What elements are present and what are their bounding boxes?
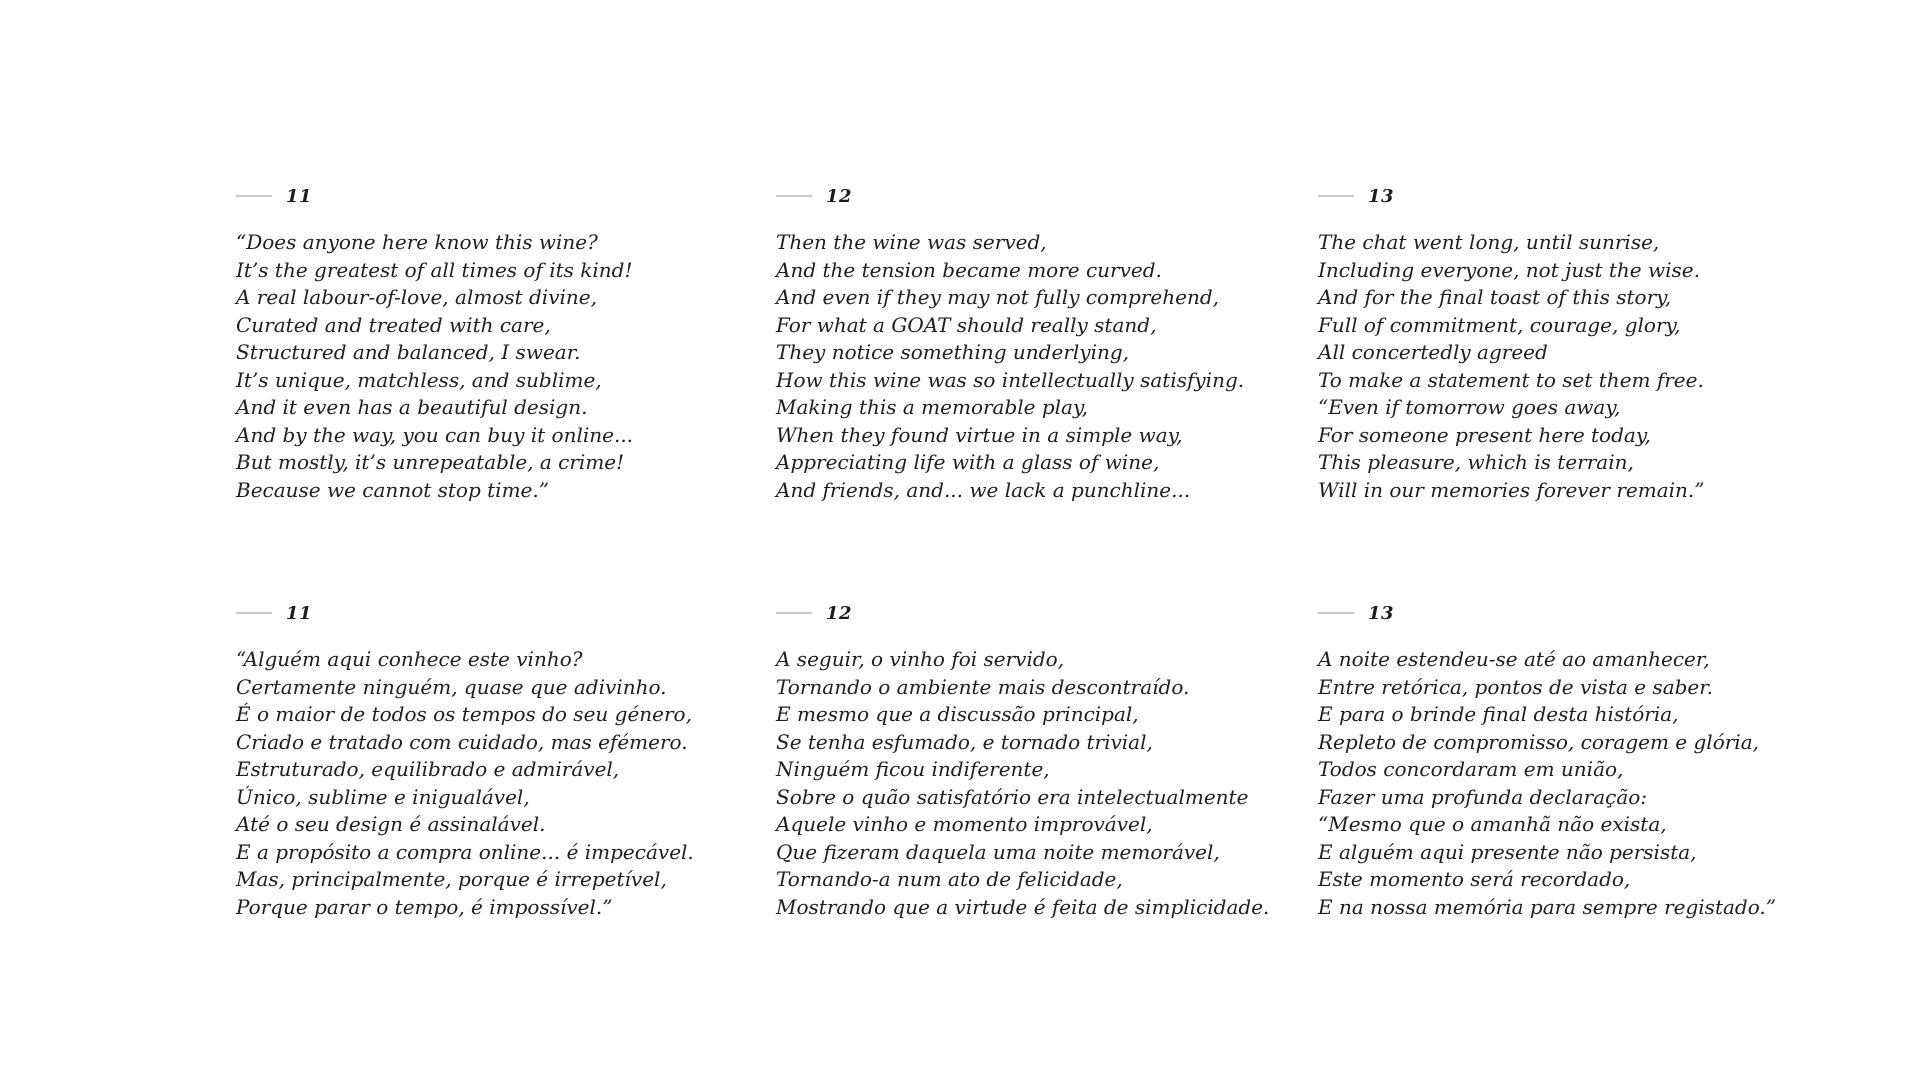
poem-line: Including everyone, not just the wise.	[1318, 257, 1700, 282]
stanza-header	[236, 601, 736, 625]
stanza-header	[1318, 601, 1818, 625]
stanza-header	[1318, 184, 1818, 208]
poem-line: This pleasure, which is terrain,	[1318, 450, 1634, 474]
stanza-text	[1318, 646, 1818, 921]
poem-line: Entre retórica, pontos de vista e saber.	[1318, 674, 1713, 699]
poem-line: Criado e tratado com cuidado, mas efémero.	[236, 729, 688, 754]
poem-line: The chat went long, until sunrise,	[1318, 230, 1660, 254]
poem-line: Will in our memories forever remain.”	[1318, 477, 1705, 502]
stanza-number: 13	[1368, 602, 1395, 624]
stanza-header	[776, 184, 1276, 208]
stanza-rule-line	[1318, 612, 1354, 614]
poem-line: When they found virtue in a simple way,	[776, 422, 1183, 447]
poem-line: Porque parar o tempo, é impossível.”	[236, 894, 613, 919]
poem-line: It’s the greatest of all times of its kind!	[236, 257, 633, 282]
stanza-rule-line	[1318, 195, 1354, 197]
stanza-header	[236, 184, 736, 208]
stanza-english-12	[776, 184, 1276, 504]
stanza-text	[236, 229, 736, 504]
poem-line: And for the final toast of this story,	[1318, 285, 1672, 309]
poem-line: They notice something underlying,	[776, 340, 1130, 364]
poem-line: A noite estendeu-se até ao amanhecer,	[1318, 647, 1710, 671]
poem-line: To make a statement to set them free.	[1318, 367, 1704, 392]
poem-line: Full of commitment, courage, glory,	[1318, 312, 1681, 337]
poem-line: “Mesmo que o amanhã não exista,	[1318, 812, 1667, 836]
stanza-rule-line	[236, 612, 272, 614]
poem-line: Certamente ninguém, quase que adivinho.	[236, 674, 667, 699]
poem-line: “Even if tomorrow goes away,	[1318, 395, 1621, 419]
stanza-number: 12	[826, 602, 853, 624]
poem-line: Mas, principalmente, porque é irrepetível,	[236, 867, 667, 891]
poem-line: E para o brinde final desta história,	[1318, 702, 1679, 726]
stanza-portuguese-12	[776, 601, 1276, 921]
poem-line: For someone present here today,	[1318, 422, 1651, 447]
stanza-english-11	[236, 184, 736, 504]
poem-line: Se tenha esfumado, e tornado trivial,	[776, 729, 1153, 754]
stanza-rule-line	[236, 195, 272, 197]
poem-line: But mostly, it’s unrepeatable, a crime!	[236, 450, 625, 474]
poem-line: And by the way, you can buy it online...	[236, 422, 634, 447]
poem-line: “Alguém aqui conhece este vinho?	[236, 647, 583, 671]
stanza-number: 13	[1368, 185, 1395, 207]
stanza-text	[1318, 229, 1818, 504]
poem-line: And friends, and... we lack a punchline...	[776, 477, 1191, 502]
poem-line: Este momento será recordado,	[1318, 867, 1631, 891]
poem-line: E alguém aqui presente não persista,	[1318, 839, 1697, 864]
poem-line: And the tension became more curved.	[776, 257, 1162, 282]
poem-line: Todos concordaram em união,	[1318, 757, 1624, 781]
poem-line: “Does anyone here know this wine?	[236, 230, 598, 254]
poem-line: All concertedly agreed	[1318, 340, 1548, 364]
poem-line: It’s unique, matchless, and sublime,	[236, 367, 602, 392]
stanza-number: 12	[826, 185, 853, 207]
poem-line: Único, sublime e inigualável,	[236, 784, 530, 809]
poem-line: Sobre o quão satisfatório era intelectualmente	[776, 784, 1249, 809]
poem-line: Structured and balanced, I swear.	[236, 340, 581, 364]
stanza-portuguese-11	[236, 601, 736, 921]
stanza-header	[776, 601, 1276, 625]
poem-line: A real labour-of-love, almost divine,	[236, 285, 597, 309]
stanza-portuguese-13	[1318, 601, 1818, 921]
stanza-text	[236, 646, 736, 921]
poem-line: E a propósito a compra online... é impecável.	[236, 839, 694, 864]
poem-line: Then the wine was served,	[776, 230, 1047, 254]
poem-line: Estruturado, equilibrado e admirável,	[236, 757, 620, 781]
stanza-rule-line	[776, 612, 812, 614]
stanza-number: 11	[286, 185, 313, 207]
stanza-english-13	[1318, 184, 1818, 504]
poem-line: Fazer uma profunda declaração:	[1318, 784, 1648, 809]
poem-line: Mostrando que a virtude é feita de simplicidade.	[776, 894, 1270, 919]
poem-line: For what a GOAT should really stand,	[776, 312, 1157, 337]
poem-line: Repleto de compromisso, coragem e glória,	[1318, 729, 1759, 754]
stanza-rule-line	[776, 195, 812, 197]
poem-line: Aquele vinho e momento improvável,	[776, 812, 1153, 836]
poem-line: Making this a memorable play,	[776, 395, 1088, 419]
poem-line: How this wine was so intellectually satisfying.	[776, 367, 1245, 392]
poem-line: Tornando o ambiente mais descontraído.	[776, 674, 1190, 699]
poem-line: Appreciating life with a glass of wine,	[776, 450, 1160, 474]
poem-line: And it even has a beautiful design.	[236, 395, 588, 419]
poem-line: Tornando-a num ato de felicidade,	[776, 867, 1123, 891]
stanza-text	[776, 646, 1276, 921]
poem-line: A seguir, o vinho foi servido,	[776, 647, 1065, 671]
poem-line: É o maior de todos os tempos do seu género,	[236, 702, 692, 726]
poem-line: Ninguém ficou indiferente,	[776, 757, 1050, 781]
poem-line: Que fizeram daquela uma noite memorável,	[776, 839, 1220, 864]
poem-line: E na nossa memória para sempre registado.”	[1318, 894, 1776, 919]
poem-line: Até o seu design é assinalável.	[236, 812, 546, 836]
stanza-text	[776, 229, 1276, 504]
poem-line: Because we cannot stop time.”	[236, 477, 549, 502]
poem-line: Curated and treated with care,	[236, 312, 551, 337]
poem-line: And even if they may not fully comprehend,	[776, 285, 1220, 309]
stanza-number: 11	[286, 602, 313, 624]
poem-line: E mesmo que a discussão principal,	[776, 702, 1139, 726]
